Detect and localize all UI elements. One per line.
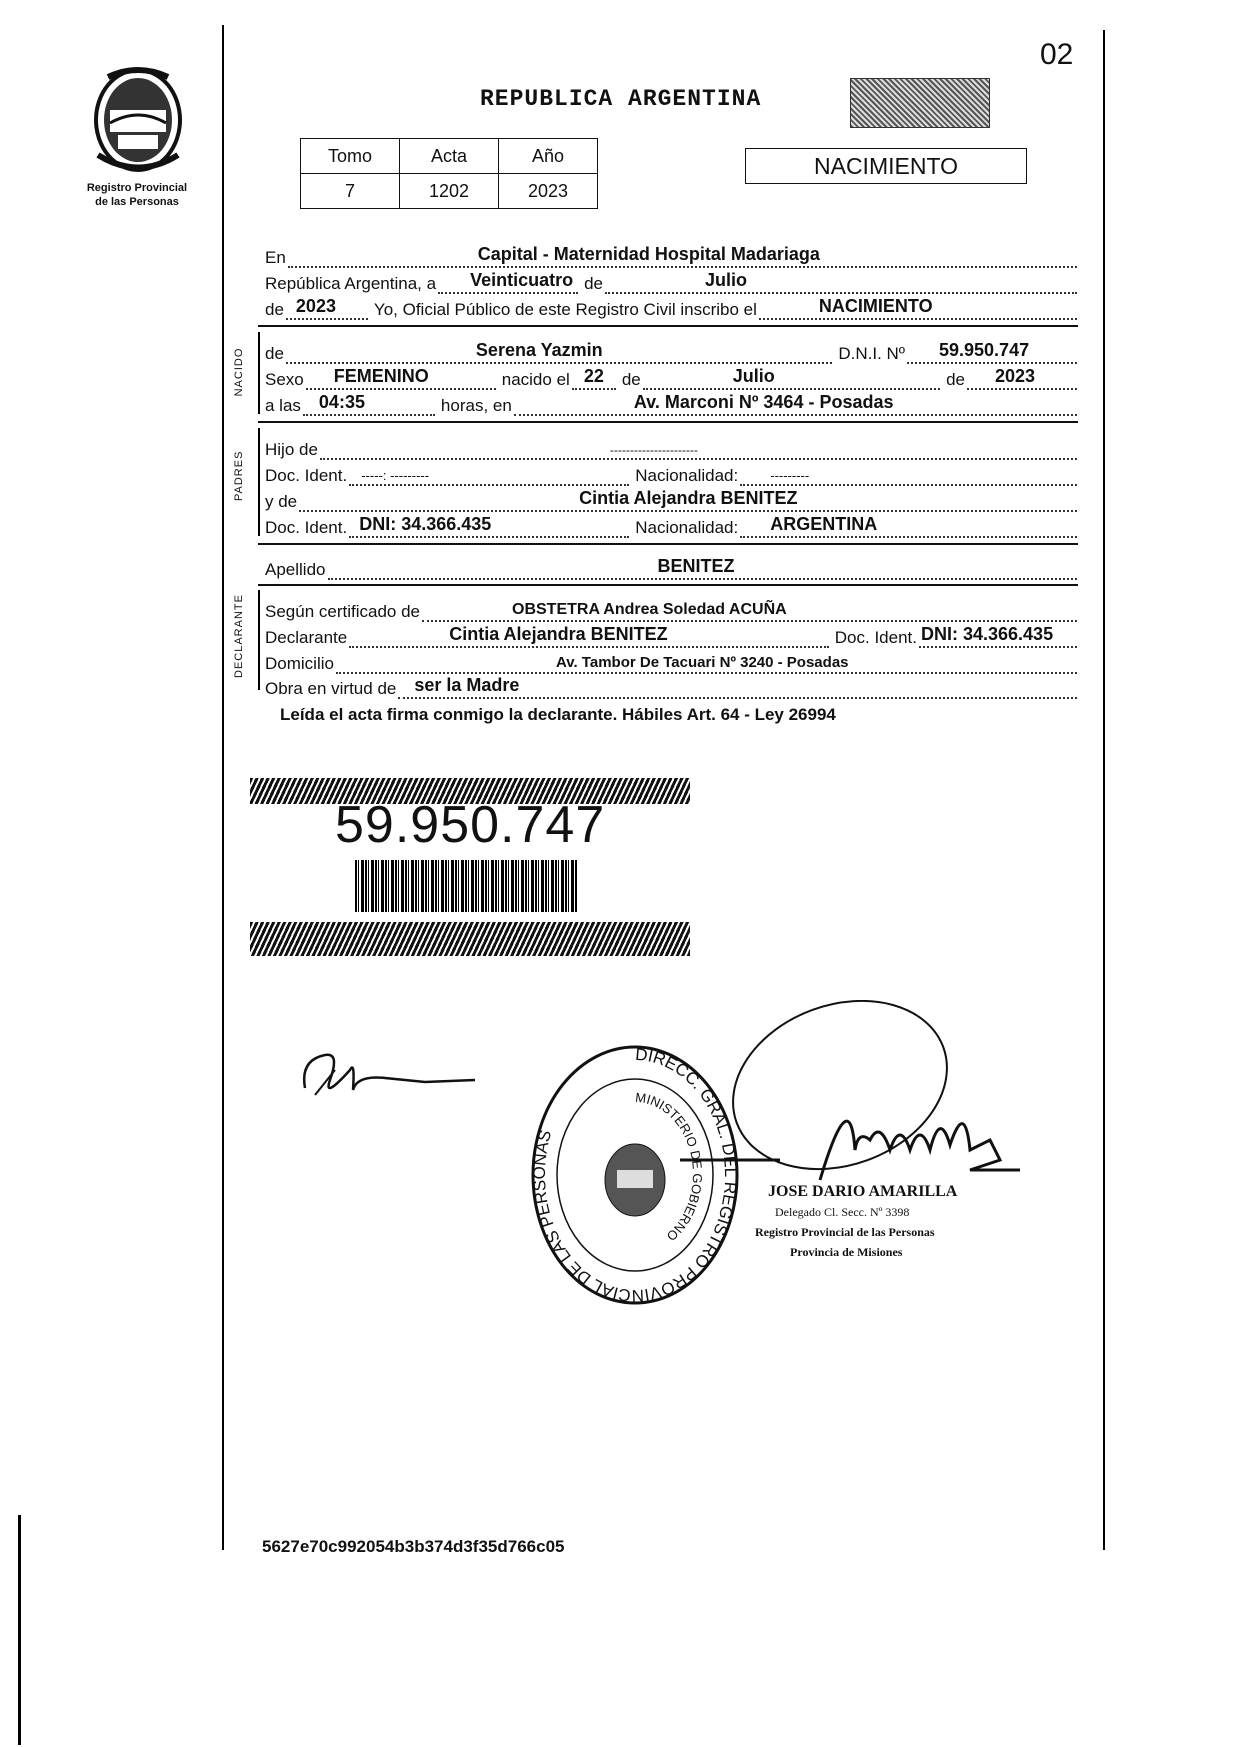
madre-nac-value: ARGENTINA [770, 514, 878, 534]
value-tomo: 7 [301, 174, 400, 209]
official-name: JOSE DARIO AMARILLA [768, 1183, 958, 1200]
row-nombre: de Serena Yazmin D.N.I. Nº 59.950.747 [265, 340, 1077, 364]
dni-stamp-number: 59.950.747 [335, 796, 606, 854]
document-hash: 5627e70c992054b3b374d3f35d766c05 [262, 1537, 565, 1556]
header-anio: Año [499, 139, 598, 174]
obra-value: ser la Madre [414, 675, 520, 695]
dia-value: 22 [583, 366, 604, 386]
value-acta: 1202 [400, 174, 499, 209]
nacido-side-label: NACIDO [233, 347, 245, 397]
provincial-logo [88, 65, 188, 180]
row-madre-doc: Doc. Ident. DNI: 34.366.435 Nacionalidad: ARGENTINA [265, 514, 1077, 538]
direccion-value: Av. Marconi Nº 3464 - Posadas [633, 392, 894, 412]
declarante-bar [258, 590, 260, 690]
right-margin-line [1103, 30, 1105, 1550]
padres-side-label: PADRES [233, 450, 245, 501]
row-madre: y de Cintia Alejandra BENITEZ [265, 488, 1077, 512]
declarant-signature [295, 1040, 495, 1110]
nacido-bar [258, 332, 260, 414]
section-line [258, 584, 1078, 586]
row-domicilio: Domicilio Av. Tambor De Tacuari Nº 3240 - Posadas [265, 650, 1077, 674]
barcode [355, 860, 577, 912]
section-line [258, 543, 1078, 545]
header-acta: Acta [400, 139, 499, 174]
domicilio-value: Av. Tambor De Tacuari Nº 3240 - Posadas [555, 654, 849, 671]
padre-doc-value: -----: --------- [361, 468, 430, 483]
row-obra: Obra en virtud de ser la Madre [265, 675, 1077, 699]
declarante-value: Cintia Alejandra BENITEZ [449, 624, 668, 644]
country-title: REPUBLICA ARGENTINA [480, 86, 762, 112]
row-declarante: Declarante Cintia Alejandra BENITEZ Doc. Ident. DNI: 34.366.435 [265, 624, 1077, 648]
row-hora: a las 04:35 horas, en Av. Marconi Nº 3464 - Posadas [265, 392, 1077, 416]
scan-edge-line [18, 1515, 21, 1745]
nombre-value: Serena Yazmin [475, 340, 603, 360]
anio-nac-value: 2023 [995, 366, 1036, 386]
declarante-side-label: DECLARANTE [233, 594, 245, 678]
dia-letras-value: Veinticuatro [470, 270, 574, 290]
mes-nac-value: Julio [732, 366, 775, 386]
logo-caption-2: de las Personas [95, 196, 179, 208]
security-stamp [850, 78, 990, 128]
seal-outer-text: DIRECC. GRAL. DEL REGISTRO PROVINCIAL DE LAS PERSONAS [529, 1044, 741, 1306]
declarante-doc-value: DNI: 34.366.435 [921, 624, 1054, 644]
row-anio-oficial: de 2023 Yo, Oficial Público de este Registro Civil inscribo el NACIMIENTO [265, 296, 1077, 320]
madre-value: Cintia Alejandra BENITEZ [579, 488, 798, 508]
section-line [258, 421, 1078, 423]
official-role: Delegado Cl. Secc. Nº 3398 [775, 1205, 910, 1219]
page-number: 02 [1040, 38, 1074, 71]
security-pattern-bottom [250, 922, 690, 956]
hora-value: 04:35 [318, 392, 365, 412]
value-anio: 2023 [499, 174, 598, 209]
certificado-value: OBSTETRA Andrea Soledad ACUÑA [512, 601, 787, 618]
padre-nac-value: --------- [770, 468, 810, 483]
row-sexo: Sexo FEMENINO nacido el 22 de Julio de 2023 [265, 366, 1077, 390]
logo-caption-1: Registro Provincial [86, 182, 188, 194]
row-en: En Capital - Maternidad Hospital Madariaga [265, 244, 1077, 268]
apellido-value: BENITEZ [657, 556, 735, 576]
dni-value: 59.950.747 [939, 340, 1030, 360]
margin-line [222, 25, 224, 1550]
sexo-value: FEMENINO [333, 366, 429, 386]
document-type-box: NACIMIENTO [745, 148, 1027, 184]
row-apellido: Apellido BENITEZ [265, 556, 1077, 580]
leida-text: Leída el acta firma conmigo la declarante. Hábiles Art. 64 - Ley 26994 [280, 705, 836, 724]
section-line [258, 325, 1078, 327]
padres-bar [258, 428, 260, 536]
header-tomo: Tomo [301, 139, 400, 174]
mes-value: Julio [704, 270, 747, 290]
row-certificado: Según certificado de OBSTETRA Andrea Soledad ACUÑA [265, 598, 1077, 622]
tomo-acta-anio-table [300, 138, 598, 209]
official-province: Provincia de Misiones [790, 1245, 903, 1259]
anio-value: 2023 [295, 296, 336, 316]
row-republica: República Argentina, a Veinticuatro de Julio [265, 270, 1077, 294]
row-hijo-de: Hijo de ---------------------- [265, 436, 1077, 460]
seal-inner-text: MINISTERIO DE GOBIERNO [634, 1089, 706, 1245]
madre-doc-value: DNI: 34.366.435 [359, 514, 492, 534]
row-padre-doc: Doc. Ident. -----: --------- Nacionalidad: --------- [265, 462, 1077, 486]
lugar-value: Capital - Maternidad Hospital Madariaga [477, 244, 820, 264]
official-registry: Registro Provincial de las Personas [755, 1225, 935, 1239]
coat-of-arms-icon [88, 65, 188, 180]
padre-value: ---------------------- [609, 443, 698, 457]
tipo-value: NACIMIENTO [818, 296, 933, 316]
